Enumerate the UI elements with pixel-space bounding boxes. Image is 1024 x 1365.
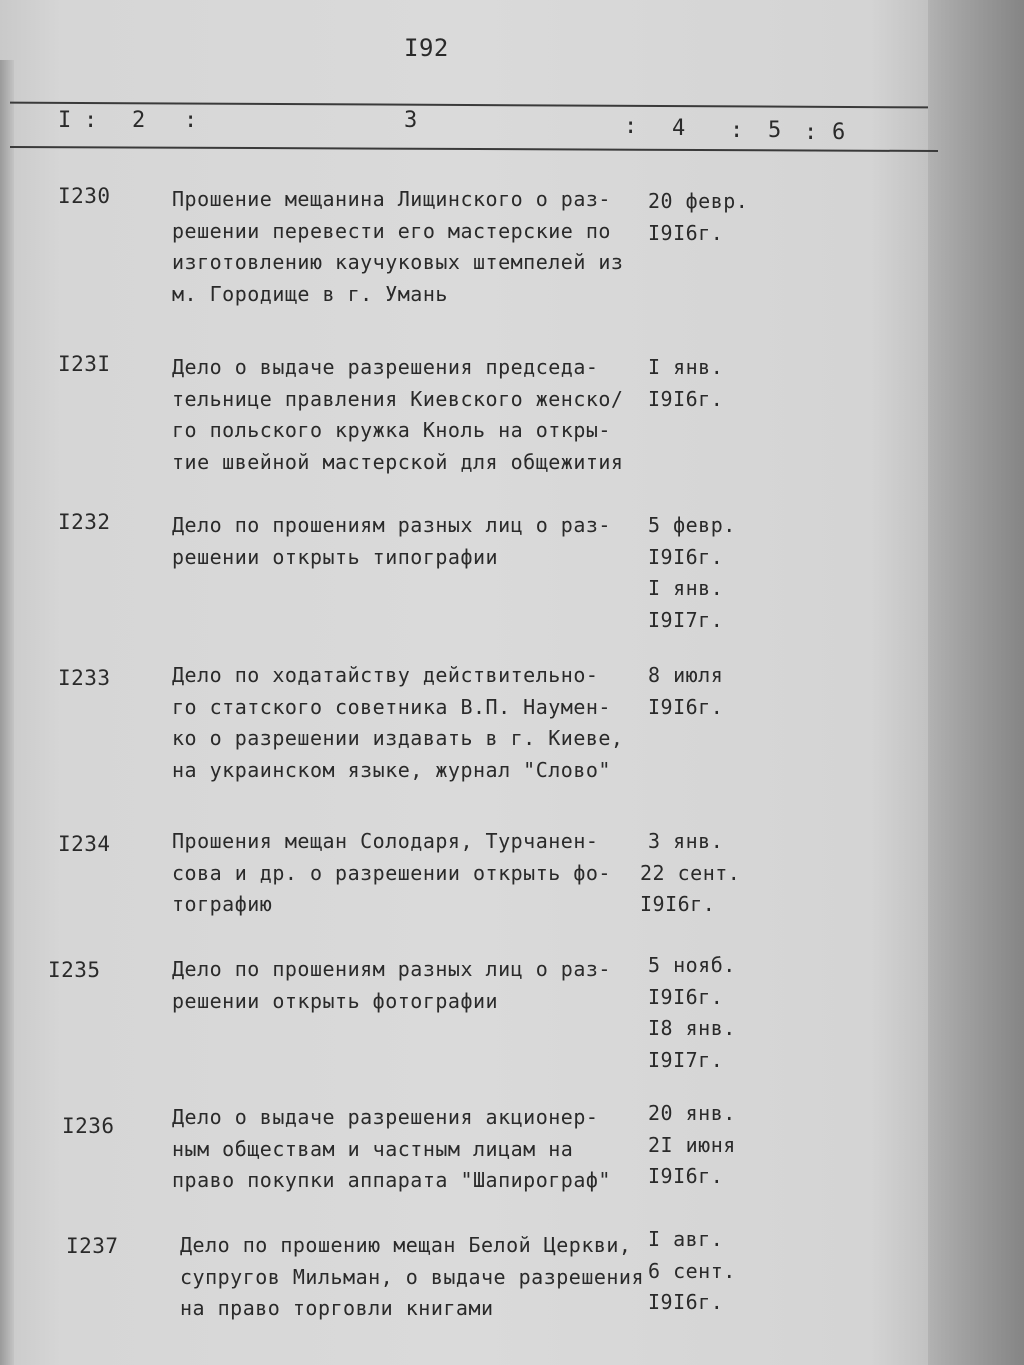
- date-line: I8 янв.: [648, 1016, 736, 1040]
- description-line: го польского кружка Кноль на откры-: [172, 418, 611, 442]
- entry-description: [172, 660, 642, 786]
- date-line: I9I6г.: [648, 694, 724, 719]
- entry-number: I235: [48, 958, 101, 982]
- entry-dates: [648, 660, 768, 723]
- description-line: изготовлению каучуковых штемпелей из: [172, 250, 624, 274]
- description-line: Дело по ходатайству действительно-: [172, 663, 599, 687]
- entry-dates: [648, 950, 768, 1076]
- entry-description: [180, 1230, 650, 1325]
- entry-description: [172, 184, 642, 310]
- header-col-2: 2: [132, 108, 146, 133]
- entry-number: I237: [66, 1234, 119, 1258]
- description-line: м. Городище в г. Умань: [172, 281, 448, 306]
- date-line: I9I6г.: [648, 544, 724, 569]
- description-line: Прошение мещанина Лищинского о раз-: [172, 187, 611, 211]
- description-line: решении открыть фотографии: [172, 988, 499, 1013]
- description-line: сова и др. о разрешении открыть фо-: [172, 860, 611, 885]
- date-line: I9I6г.: [648, 386, 724, 411]
- entry-number: I233: [58, 666, 111, 690]
- description-line: го статского советника В.П. Наумен-: [172, 694, 611, 719]
- header-top-rule: [10, 102, 928, 109]
- date-line: 2I июня: [648, 1132, 736, 1157]
- entry-number: I230: [58, 184, 111, 208]
- date-line: 6 сент.: [648, 1258, 736, 1283]
- description-line: супругов Мильман, о выдаче разрешения: [180, 1264, 645, 1289]
- description-line: Прошения мещан Солодаря, Турчанен-: [172, 829, 599, 853]
- date-line: I9I6г.: [648, 1164, 724, 1188]
- date-line: 5 февр.: [648, 513, 736, 537]
- date-line: 20 февр.: [648, 189, 749, 213]
- date-line: I янв.: [648, 576, 724, 600]
- entry-dates: [648, 510, 768, 636]
- date-line: I янв.: [648, 355, 724, 379]
- description-line: на украинском языке, журнал "Слово": [172, 757, 611, 782]
- entry-number: I23I: [58, 352, 111, 376]
- date-line: I авг.: [648, 1227, 724, 1251]
- date-line: I9I6г.: [640, 892, 716, 916]
- header-bottom-rule: [10, 146, 938, 152]
- date-line: I9I6г.: [648, 220, 724, 245]
- description-line: решении открыть типографии: [172, 544, 499, 569]
- date-line: 3 янв.: [648, 829, 724, 853]
- description-line: ным обществам и частным лицам на: [172, 1136, 574, 1161]
- date-line: I9I6г.: [648, 984, 724, 1009]
- entry-description: [172, 826, 642, 921]
- description-line: тельнице правления Киевского женско/: [172, 386, 624, 411]
- entry-number: I232: [58, 510, 111, 534]
- description-line: на право торговли книгами: [180, 1296, 494, 1320]
- header-col-6: 6: [832, 120, 846, 145]
- header-col-5: 5: [768, 118, 782, 143]
- entry-dates: [648, 1098, 768, 1193]
- page-edge-shadow: [928, 0, 1024, 1365]
- binding-shadow: [0, 60, 14, 1365]
- entry-dates: [640, 826, 760, 921]
- entry-dates: [648, 1224, 768, 1319]
- header-sep-1: :: [84, 108, 98, 133]
- header-sep-3: :: [624, 114, 638, 139]
- entry-dates: [648, 352, 768, 415]
- description-line: ко о разрешении издавать в г. Киеве,: [172, 726, 624, 750]
- date-line: 20 янв.: [648, 1101, 736, 1125]
- header-col-1: I: [58, 108, 72, 133]
- header-col-4: 4: [672, 116, 686, 141]
- entry-number: I236: [62, 1114, 115, 1138]
- description-line: тографию: [172, 892, 273, 916]
- date-line: I9I7г.: [648, 1047, 724, 1072]
- entry-description: [172, 954, 642, 1017]
- description-line: Дело по прошениям разных лиц о раз-: [172, 513, 611, 537]
- description-line: решении перевести его мастерские по: [172, 218, 611, 243]
- description-line: право покупки аппарата "Шапирограф": [172, 1168, 611, 1192]
- description-line: тие швейной мастерской для общежития: [172, 449, 624, 474]
- entry-description: [172, 510, 642, 573]
- header-col-3: 3: [404, 108, 418, 133]
- entry-number: I234: [58, 832, 111, 856]
- date-line: 22 сент.: [640, 860, 741, 885]
- header-sep-2: :: [184, 108, 198, 133]
- description-line: Дело о выдаче разрешения председа-: [172, 355, 599, 379]
- entry-dates: [648, 186, 768, 249]
- date-line: I9I7г.: [648, 607, 724, 632]
- entry-description: [172, 1102, 642, 1197]
- description-line: Дело о выдаче разрешения акционер-: [172, 1105, 599, 1129]
- description-line: Дело по прошениям разных лиц о раз-: [172, 957, 611, 981]
- page-number: I92: [404, 34, 449, 62]
- date-line: 8 июля: [648, 663, 724, 687]
- date-line: 5 нояб.: [648, 953, 736, 977]
- header-sep-4: :: [730, 118, 744, 143]
- header-sep-5: :: [804, 120, 818, 145]
- description-line: Дело по прошению мещан Белой Церкви,: [180, 1233, 632, 1257]
- entry-description: [172, 352, 642, 478]
- date-line: I9I6г.: [648, 1290, 724, 1314]
